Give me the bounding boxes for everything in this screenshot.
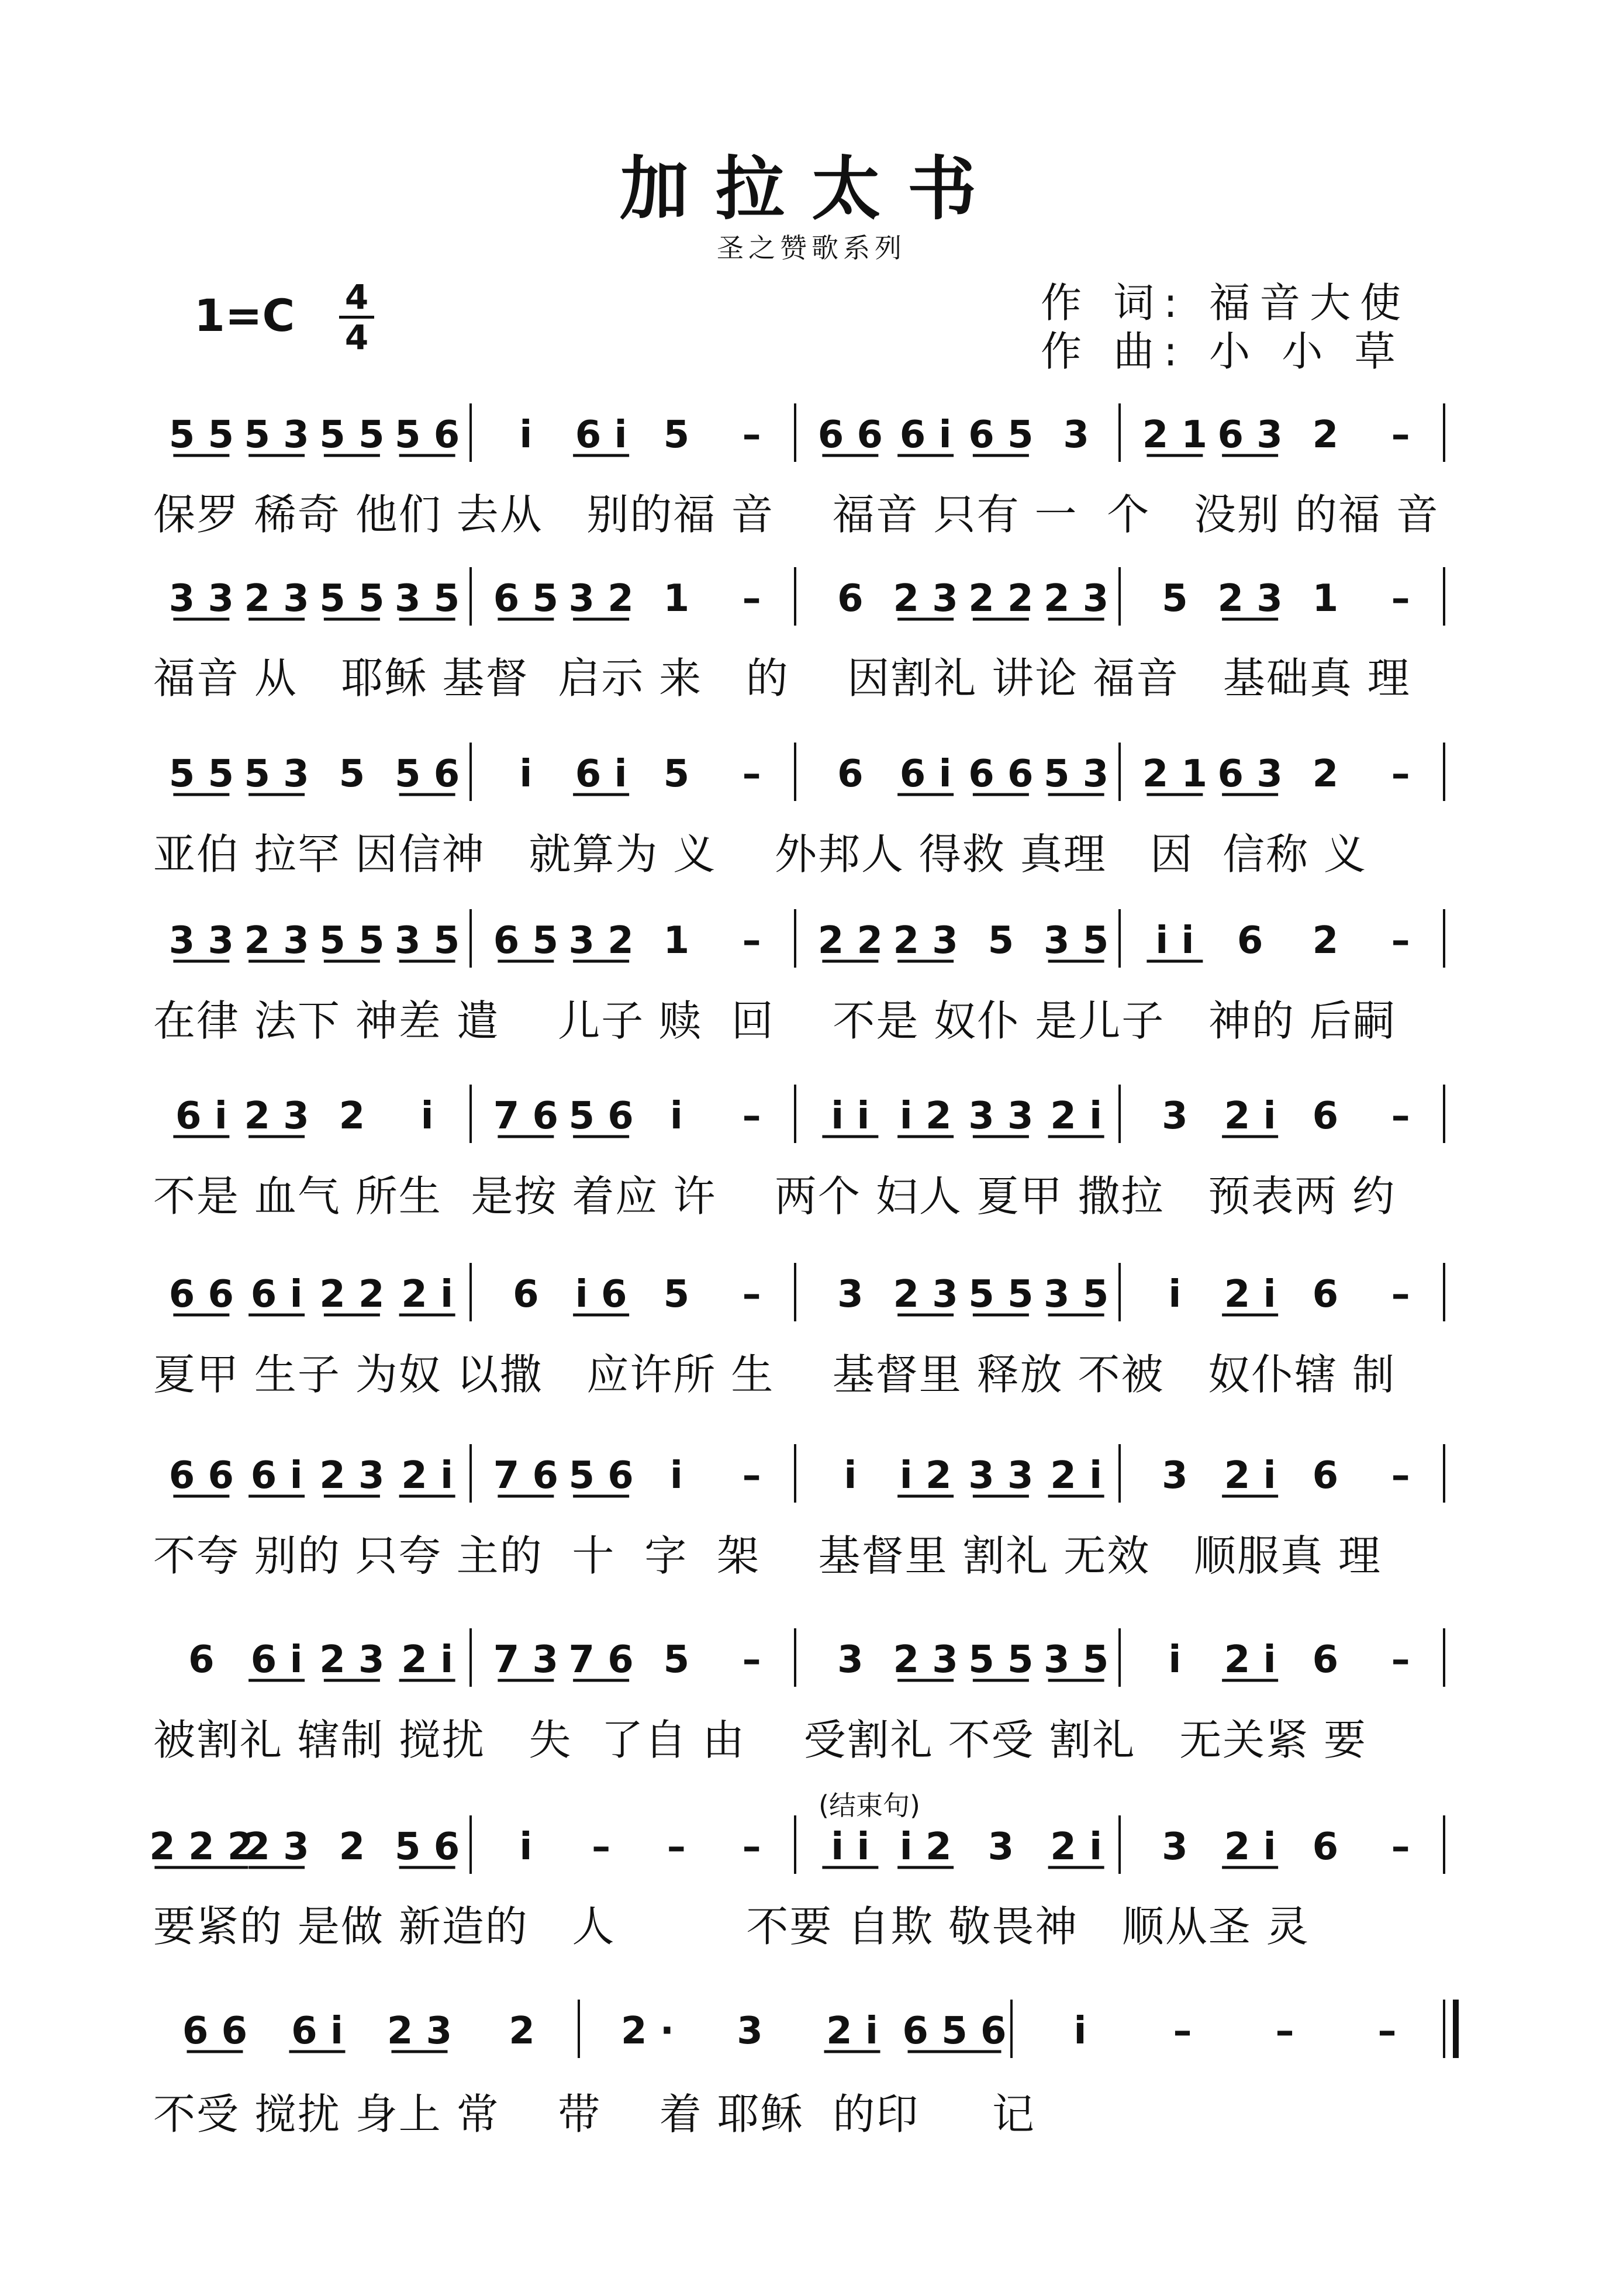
time-signature-bottom: 4 <box>344 317 369 357</box>
note-group: 5 5 <box>319 919 385 962</box>
time-signature-top: 4 <box>344 277 369 317</box>
note-group: i <box>669 1095 683 1138</box>
note-group: 2 i <box>1224 1454 1276 1497</box>
lyricist-credit: 作 词: 福音大使 <box>1041 279 1411 327</box>
note-group: i <box>669 1454 683 1497</box>
note-group: 3 2 <box>568 919 634 962</box>
note-group: 7 6 <box>493 1095 559 1138</box>
note-group: – <box>742 1825 761 1869</box>
note-group: 3 3 <box>968 1454 1034 1497</box>
note-group: – <box>1391 1825 1410 1869</box>
note-group: 3 5 <box>394 919 460 962</box>
note-group: 6 <box>1312 1638 1339 1682</box>
note-group: – <box>1391 413 1410 457</box>
note-group: 5 <box>663 1638 690 1682</box>
note-group: 7 6 <box>568 1638 634 1682</box>
note-group: 2 3 <box>244 577 309 620</box>
note-group: 2 i <box>1050 1825 1102 1869</box>
lyric-line: 亚伯 拉罕 因信神 就算为 义 外邦人 得救 真理 因 信称 义 <box>153 830 1367 879</box>
note-group: i 2 <box>899 1825 952 1869</box>
note-group: 2 i <box>1224 1825 1276 1869</box>
note-group: 2 3 <box>893 919 958 962</box>
note-group: 5 <box>663 413 690 457</box>
note-group: 3 5 <box>1043 919 1109 962</box>
note-group: 2 1 <box>1142 413 1208 457</box>
note-group: – <box>742 1273 761 1316</box>
note-group: 3 <box>987 1825 1014 1869</box>
note-group: 7 3 <box>493 1638 559 1682</box>
note-group: – <box>592 1825 611 1869</box>
note-group: 1 <box>1312 577 1339 620</box>
lyric-line: 不是 血气 所生 是按 着应 许 两个 妇人 夏甲 撒拉 预表两 约 <box>153 1172 1396 1221</box>
note-group: 6 <box>1312 1095 1339 1138</box>
note-group: i <box>844 1454 857 1497</box>
note-group: 6 i <box>575 413 627 457</box>
note-group: 2 i <box>401 1638 453 1682</box>
note-group: 6 i <box>899 413 952 457</box>
note-group: 2 i <box>401 1273 453 1316</box>
note-group: 2 3 <box>893 1273 958 1316</box>
note-group: 2 <box>339 1825 365 1869</box>
note-group: 6 6 <box>968 752 1034 796</box>
note-group: i i <box>1155 919 1194 962</box>
note-group: 3 5 <box>394 577 460 620</box>
note-group: i <box>519 752 533 796</box>
note-group: 5 <box>1162 577 1188 620</box>
note-group: 3 5 <box>1043 1638 1109 1682</box>
note-group: 2 2 2 <box>149 1825 254 1869</box>
note-group: 2 i <box>826 2010 878 2053</box>
note-group: – <box>1391 752 1410 796</box>
note-group: – <box>742 1454 761 1497</box>
note-group: 6 <box>1312 1454 1339 1497</box>
note-group: 2 <box>509 2010 535 2053</box>
note-group: – <box>742 1638 761 1682</box>
note-group: 6 6 <box>182 2010 248 2053</box>
note-group: 2 2 <box>817 919 883 962</box>
note-group: 2 3 <box>244 919 309 962</box>
note-group: – <box>742 413 761 457</box>
note-group: 3 <box>1162 1825 1188 1869</box>
note-group: 6 <box>1312 1273 1339 1316</box>
lyric-line: 夏甲 生子 为奴 以撒 应许所 生 基督里 释放 不被 奴仆辖 制 <box>153 1350 1396 1399</box>
note-group: 2 i <box>1050 1095 1102 1138</box>
note-group: 2 i <box>1224 1095 1276 1138</box>
note-group: 6 5 <box>968 413 1034 457</box>
note-group: – <box>1391 577 1410 620</box>
note-group: 5 5 <box>968 1273 1034 1316</box>
note-group: – <box>1391 1273 1410 1316</box>
note-group: 3 <box>1063 413 1089 457</box>
note-group: 5 6 <box>394 413 460 457</box>
note-group: 6 i <box>291 2010 343 2053</box>
note-group: 6 5 6 <box>902 2010 1007 2053</box>
note-group: 5 3 <box>244 752 309 796</box>
note-group: – <box>742 752 761 796</box>
note-group: 2 <box>1312 919 1339 962</box>
note-group: 6 <box>188 1638 215 1682</box>
note-group: 3 2 <box>568 577 634 620</box>
note-group: 3 <box>1162 1454 1188 1497</box>
note-group: 2 3 <box>1217 577 1283 620</box>
note-group: i 2 <box>899 1095 952 1138</box>
note-group: – <box>1173 2010 1192 2053</box>
note-group: 6 <box>1312 1825 1339 1869</box>
note-group: 2 3 <box>319 1454 385 1497</box>
note-group: 2 3 <box>1043 577 1109 620</box>
note-group: 2 3 <box>244 1825 309 1869</box>
note-group: 6 <box>837 577 864 620</box>
note-group: 2 3 <box>386 2010 453 2053</box>
note-group: 6 6 <box>817 413 883 457</box>
note-group: 2 3 <box>893 1638 958 1682</box>
note-group: 6 6 <box>168 1273 234 1316</box>
note-group: 2 i <box>1050 1454 1102 1497</box>
note-group: 2 <box>1312 413 1339 457</box>
note-group: i <box>1168 1273 1182 1316</box>
note-group: i 2 <box>899 1454 952 1497</box>
note-group: 3 <box>837 1638 864 1682</box>
note-group: 3 <box>1162 1095 1188 1138</box>
note-group: 6 i <box>250 1273 303 1316</box>
note-group: i <box>420 1095 434 1138</box>
note-group: i <box>519 413 533 457</box>
note-group: 2 · <box>620 2010 675 2053</box>
note-group: 3 3 <box>168 577 234 620</box>
note-group: 5 5 <box>168 752 234 796</box>
note-group: – <box>742 1095 761 1138</box>
note-group: – <box>742 577 761 620</box>
note-group: 5 3 <box>244 413 309 457</box>
note-group: 3 <box>837 1273 864 1316</box>
note-group: 5 <box>987 919 1014 962</box>
note-group: 3 <box>737 2010 763 2053</box>
note-group: 1 <box>663 577 690 620</box>
note-group: i i <box>831 1825 870 1869</box>
note-group: 1 <box>663 919 690 962</box>
note-group: 3 3 <box>968 1095 1034 1138</box>
note-group: 5 6 <box>394 752 460 796</box>
note-group: 5 6 <box>568 1095 634 1138</box>
note-group: 2 2 <box>319 1273 385 1316</box>
note-group: 6 <box>837 752 864 796</box>
note-group: 5 6 <box>568 1454 634 1497</box>
lyric-line: 被割礼 辖制 搅扰 失 了自 由 受割礼 不受 割礼 无关紧 要 <box>153 1715 1367 1765</box>
note-group: 6 3 <box>1217 752 1283 796</box>
composer-credit: 作 曲: 小 小 草 <box>1041 327 1405 375</box>
note-group: i <box>1073 2010 1087 2053</box>
note-group: 2 3 <box>319 1638 385 1682</box>
note-group: 5 5 <box>319 413 385 457</box>
lyric-line: 不受 搅扰 身上 常 带 着 耶稣 的印 记 <box>153 2090 1035 2139</box>
note-group: 2 3 <box>893 577 958 620</box>
note-group: – <box>1391 1454 1410 1497</box>
note-group: i <box>1168 1638 1182 1682</box>
note-group: 5 5 <box>968 1638 1034 1682</box>
note-group: – <box>1275 2010 1294 2053</box>
note-group: 5 5 <box>319 577 385 620</box>
note-group: 5 <box>339 752 365 796</box>
note-group: – <box>1391 1638 1410 1682</box>
series-subtitle: 圣之赞歌系列 <box>717 232 906 264</box>
lyric-line: 在律 法下 神差 遣 儿子 赎 回 不是 奴仆 是儿子 神的 后嗣 <box>153 996 1396 1045</box>
lyric-line: 要紧的 是做 新造的 人 不要 自欺 敬畏神 顺从圣 灵 <box>153 1902 1310 1951</box>
note-group: 6 i <box>175 1095 227 1138</box>
note-group: 6 5 <box>493 577 559 620</box>
ending-marker: (结束句) <box>819 1790 920 1821</box>
note-group: – <box>742 919 761 962</box>
song-title: 加拉太书 <box>619 148 1003 229</box>
note-group: 2 <box>1312 752 1339 796</box>
note-group: 3 3 <box>168 919 234 962</box>
note-group: 2 <box>339 1095 365 1138</box>
note-group: 6 i <box>250 1454 303 1497</box>
key-signature: 1=C <box>194 289 295 341</box>
note-group: 5 3 <box>1043 752 1109 796</box>
note-group: 2 i <box>1224 1273 1276 1316</box>
lyric-line: 不夸 别的 只夸 主的 十 字 架 基督里 割礼 无效 顺服真 理 <box>153 1531 1382 1580</box>
note-group: – <box>1391 919 1410 962</box>
note-group: 6 5 <box>493 919 559 962</box>
note-group: 2 3 <box>244 1095 309 1138</box>
note-group: 5 <box>663 752 690 796</box>
lyric-line: 福音 从 耶稣 基督 启示 来 的 因割礼 讲论 福音 基础真 理 <box>153 654 1411 703</box>
note-group: 6 <box>1237 919 1263 962</box>
note-group: 6 <box>513 1273 539 1316</box>
note-group: 6 3 <box>1217 413 1283 457</box>
note-group: 3 5 <box>1043 1273 1109 1316</box>
note-group: 2 i <box>1224 1638 1276 1682</box>
note-group: 5 <box>663 1273 690 1316</box>
note-group: 6 i <box>250 1638 303 1682</box>
note-group: i <box>519 1825 533 1869</box>
note-group: 2 2 <box>968 577 1034 620</box>
note-group: 5 5 <box>168 413 234 457</box>
lyric-line: 保罗 稀奇 他们 去从 别的福 音 福音 只有 一 个 没别 的福 音 <box>153 490 1439 539</box>
note-group: 7 6 <box>493 1454 559 1497</box>
note-group: – <box>1391 1095 1410 1138</box>
note-group: 2 1 <box>1142 752 1208 796</box>
note-group: 6 i <box>899 752 952 796</box>
note-group: i i <box>831 1095 870 1138</box>
note-group: i 6 <box>575 1273 627 1316</box>
note-group: 6 6 <box>168 1454 234 1497</box>
note-group: – <box>667 1825 686 1869</box>
note-group: 2 i <box>401 1454 453 1497</box>
note-group: 6 i <box>575 752 627 796</box>
note-group: – <box>1377 2010 1397 2053</box>
note-group: 5 6 <box>394 1825 460 1869</box>
